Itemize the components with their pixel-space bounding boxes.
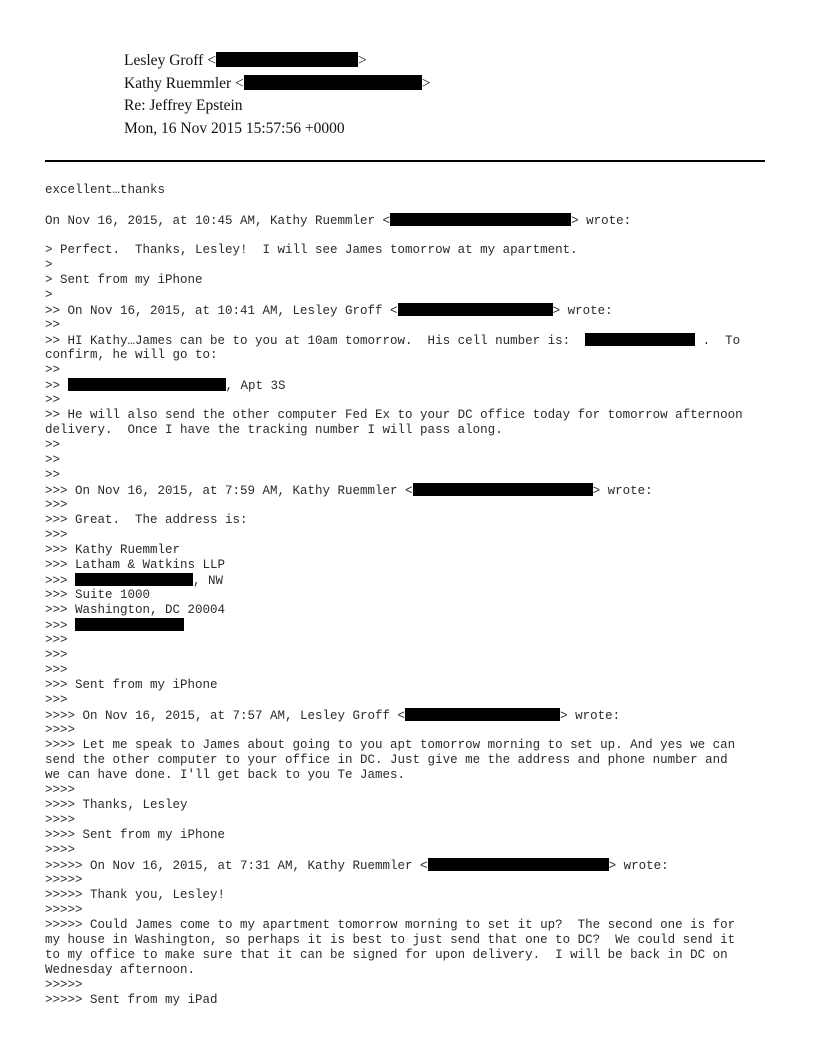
body-line: >>>>: [45, 723, 76, 737]
body-line: >>> Sent from my iPhone: [45, 678, 218, 692]
body-line: >>> , NW: [45, 574, 224, 588]
body-line: >>> Washington, DC 20004: [45, 603, 226, 617]
body-line: >>>>>: [45, 873, 83, 887]
body-line: to my office to make sure that it can be signed for upon delivery. I will be back in DC on: [45, 948, 728, 962]
body-line: >>> Kathy Ruemmler: [45, 543, 181, 557]
body-line: >>> Great. The address is:: [45, 513, 248, 527]
body-line: confirm, he will go to:: [45, 348, 218, 362]
body-line: >>>: [45, 693, 68, 707]
date-value: Mon, 16 Nov 2015 15:57:56 +0000: [124, 120, 345, 137]
redaction-block: [75, 618, 184, 631]
body-line: delivery. Once I have the tracking number I will pass along.: [45, 423, 503, 437]
body-line: >>>: [45, 498, 68, 512]
body-line: >>> Suite 1000: [45, 588, 151, 602]
body-line: >>>>> Thank you, Lesley!: [45, 888, 226, 902]
body-line: >> He will also send the other computer Fed Ex to your DC office today for tomorrow afternoon: [45, 408, 743, 422]
body-line: >>>>>: [45, 978, 83, 992]
body-line: >>> Latham & Watkins LLP: [45, 558, 226, 572]
body-line: >: [45, 288, 53, 302]
body-line: >> HI Kathy…James can be to you at 10am tomorrow. His cell number is: . To: [45, 334, 741, 348]
body-line: >>>>: [45, 843, 76, 857]
body-line: >>>: [45, 528, 68, 542]
email-body: [45, 183, 785, 1008]
body-line: >>>> Thanks, Lesley: [45, 798, 188, 812]
body-line: >>>> On Nov 16, 2015, at 7:57 AM, Lesley Groff < > wrote:: [45, 709, 621, 723]
body-line: >>: [45, 453, 61, 467]
redaction-block: [398, 303, 553, 316]
body-line: send the other computer to your office in DC. Just give me the address and phone number and: [45, 753, 728, 767]
body-line: >>: [45, 318, 61, 332]
body-line: >>>: [45, 648, 68, 662]
body-line: >>>>> Could James come to my apartment tomorrow morning to set it up? The second one is for: [45, 918, 736, 932]
body-line: >>>>> Sent from my iPad: [45, 993, 218, 1007]
redaction-block: [68, 378, 226, 391]
body-line: my house in Washington, so perhaps it is best to just send that one to DC? We could send it: [45, 933, 736, 947]
redaction-block: [413, 483, 593, 496]
body-line: >: [45, 258, 53, 272]
to-value: Kathy Ruemmler <: [124, 75, 244, 92]
header-divider: [45, 160, 765, 162]
from-close: >: [357, 52, 367, 69]
subject-value: Re: Jeffrey Epstein: [124, 97, 243, 114]
body-line: >>>>: [45, 783, 76, 797]
body-line: >>>: [45, 663, 68, 677]
body-line: >>>>: [45, 813, 76, 827]
to-close: >: [421, 75, 431, 92]
body-line: >>>> Let me speak to James about going to you apt tomorrow morning to set up. And yes we can: [45, 738, 736, 752]
body-line: >>: [45, 438, 61, 452]
body-line: >>: [45, 393, 61, 407]
body-line: >>: [45, 363, 61, 377]
body-line: >>>>>: [45, 903, 83, 917]
redaction-block: [390, 213, 571, 226]
body-line: >>>: [45, 618, 785, 633]
body-line: excellent…thanks: [45, 183, 166, 197]
body-line: >>>> Sent from my iPhone: [45, 828, 226, 842]
redaction-block: [75, 573, 193, 586]
body-line: >>: [45, 468, 61, 482]
redaction-block: [405, 708, 560, 721]
redaction-block: [244, 75, 422, 90]
body-line: >> , Apt 3S: [45, 379, 286, 393]
body-line: Wednesday afternoon.: [45, 963, 196, 977]
redaction-block: [428, 858, 609, 871]
body-line: > Sent from my iPhone: [45, 273, 203, 287]
body-line: >>>>> On Nov 16, 2015, at 7:31 AM, Kathy Ruemmler < > wrote:: [45, 859, 669, 873]
body-line: On Nov 16, 2015, at 10:45 AM, Kathy Ruemmler < > wrote:: [45, 214, 632, 228]
body-line: >>>: [45, 633, 68, 647]
body-line: >>> On Nov 16, 2015, at 7:59 AM, Kathy Ruemmler < > wrote:: [45, 484, 653, 498]
from-value: Lesley Groff <: [124, 52, 216, 69]
redaction-block: [216, 52, 358, 67]
body-line: >> On Nov 16, 2015, at 10:41 AM, Lesley Groff < > wrote:: [45, 304, 613, 318]
redaction-block: [585, 333, 695, 346]
body-line: we can have done. I'll get back to you Te James.: [45, 768, 406, 782]
body-line: > Perfect. Thanks, Lesley! I will see James tomorrow at my apartment.: [45, 243, 578, 257]
